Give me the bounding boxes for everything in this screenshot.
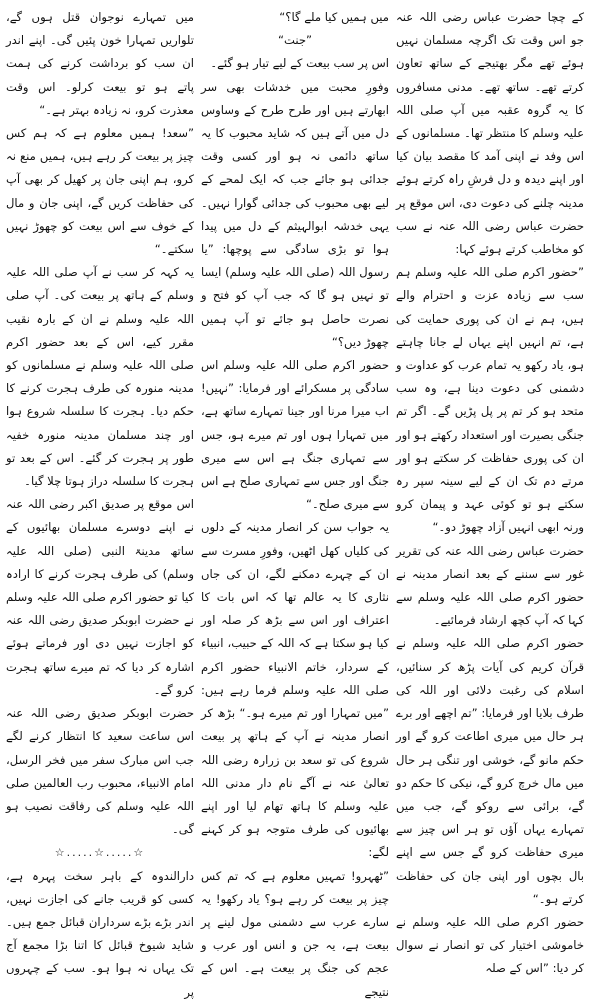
paragraph: حضور اکرم صلی اللہ علیہ وسلم نے قرآن کریم کی آیات پڑھ کر سنائیں، اسلام کی رغبت دلائی اور اللہ کی طرف بلایا اور فرمایا: ”تم اچھے اور برے ہر حال میں میری اطاعت کرو گے اور حکم مانو گے، خوشی اور تنگی ہر حال میں مال خرچ کرو گے، نیکی کا حکم دو گے، برائی سے روکو گے، جب میں تمہارے یہاں آؤں تو ہر اس چیز سے میری حفاظت کرو گے جس سے اپنے بال بچوں اور اپنی جان کی حفاظت کرتے ہو۔“ bbox=[396, 636, 584, 906]
text-column-middle bbox=[201, 6, 389, 999]
paragraph: دارالندوہ کے باہر سخت پہرہ ہے، کسی کو قریب جانے کی اجازت نہیں، اندر بڑے بڑے سرداران قبائل جمع ہیں۔ شاید شیوخ قبائل کا اتنا بڑا مجمع آج تک یہاں نہ ہوا ہو۔ سب کے چہروں پر bbox=[6, 868, 194, 999]
paragraph: ”سعد! ہمیں معلوم ہے کہ ہم کس چیز پر بیعت کر رہے ہیں، ہمیں منع نہ کرو، ہم اپنی جان پر کھیل کر بھی آپ کی حفاظت کریں گے، اپنی جان و مال کے خوف سے اس بیعت کو چھوڑ نہیں سکتے۔“ bbox=[6, 126, 194, 257]
paragraph: یہ جواب سن کر انصار مدینہ کے دلوں کی کلیاں کھل اٹھیں، وفورِ مسرت سے ان کے چہرے دمکنے لگے، ان کی جاں نثاری کا یہ عالم تھا کہ اس بات کا اعتراف اور اس سے بڑھ کر صلہ اور کیا ہو سکتا ہے کہ اللہ کے حبیب، انبیاء کے سردار، خاتم الانبیاء حضور اکرم صلی اللہ علیہ وسلم فرما رہے ہیں: ”میں تمہارا اور تم میرے ہو۔“ بڑھ کر انصار مدینہ نے آپ کے ہاتھ پر بیعت شروع کی تو سعد بن زرارہ رضی اللہ تعالیٰ عنہ نے آگے نام دار مدنی اللہ علیہ وسلم کا ہاتھ تھام لیا اور اپنے بھائیوں کی طرف متوجہ ہو کر کہنے لگے: bbox=[201, 520, 389, 860]
paragraph: حضرت ابوبکر صدیق رضی اللہ عنہ اس ساعت سعید کا انتظار کرنے لگے جب اس مبارک سفر میں فخر الرسل، امام الانبیاء، محبوب رب العالمین صلی اللہ علیہ وسلم کی رفاقت نصیب ہو گی۔ bbox=[6, 706, 194, 837]
section-divider: ☆.....☆.....☆ bbox=[54, 846, 146, 860]
text-column-right bbox=[396, 6, 584, 976]
paragraph: میں تمہارے نوجوان قتل ہوں گے، تلواریں تمہارا خون پئیں گی۔ اپنے اندر ان سب کو برداشت کرنے کی ہمت پاتے ہو تو بیعت کرلو۔ اس وقت معذرت کرو، نہ زیادہ بہتر ہے۔“ bbox=[6, 10, 194, 117]
paragraph: میں ہمیں کیا ملے گا؟“ bbox=[279, 10, 389, 24]
paragraph: وفورِ محبت میں خدشات بھی سر ابھارتے ہیں اور طرح طرح کے وساوس دل میں آتے ہیں کہ شاید محبوب کا یہ ساتھ دائمی نہ ہو اور کسی وقت جدائی ہو جائے جب کہ ایک لمحے کے لیے بھی محبوب کی جدائی گوارا نہیں۔ یہی خدشہ ابوالہیثم کے دل میں پیدا ہوا تو بڑی سادگی سے پوچھا: ”یا رسول اللہ (صلی اللہ علیہ وسلم) ایسا تو نہیں ہو گا کہ جب آپ کو فتح و نصرت حاصل ہو جائے تو آپ ہمیں چھوڑ دیں؟“ bbox=[201, 79, 389, 349]
paragraph: اس پر سب بیعت کے لیے تیار ہو گئے۔ bbox=[210, 56, 389, 71]
paragraph: حضور اکرم صلی اللہ علیہ وسلم نے خاموشی اختیار کی تو انصار نے سوال کر دیا: ”اس کے صلہ bbox=[396, 914, 584, 976]
paragraph: حضور اکرم صلی اللہ علیہ وسلم اس سادگی پر مسکرائے اور فرمایا: ”نہیں! اب میرا مرنا اور جینا تمہارے ساتھ ہے، میں تمہارا ہوں اور تم میرے ہو، جس سے تمہاری جنگ ہے اس سے میری جنگ اور جس سے تمہاری صلح ہے اس سے میری صلح۔“ bbox=[201, 358, 389, 512]
paragraph: ”حضور اکرم صلی اللہ علیہ وسلم ہم سب سے زیادہ عزت و احترام والے ہیں، ہم نے ان کی پوری حمایت کی ہے، تم انہیں اپنے یہاں لے جانا چاہتے ہو، یاد رکھو یہ تمام عرب کو عداوت و دشمنی کی دعوت دینا ہے، وہ سب متحد ہو کر تم پر پل پڑیں گے۔ اگر تم جنگی بصیرت اور استعداد رکھتے ہو اور ان کی پوری حفاظت کر سکتے ہو اور مرتے دم تک ان کے لیے سینہ سپر رہ سکتے ہو تو کوئی عہد و پیمان کرو ورنہ ابھی انہیں آزاد چھوڑ دو۔“ bbox=[396, 265, 584, 535]
paragraph: حضرت عباس رضی اللہ عنہ کی تقریر غور سے سننے کے بعد انصار مدینہ نے حضور اکرم صلی اللہ علیہ وسلم سے کہا کہ آپ کچھ ارشاد فرمائیے۔ bbox=[396, 543, 584, 628]
paragraph: اس موقع پر صدیق اکبر رضی اللہ عنہ نے اپنے دوسرے مسلمان بھائیوں کے ساتھ مدینۃ النبی (صلی اللہ علیہ وسلم) کی طرف ہجرت کرنے کا ارادہ کیا تو حضور اکرم صلی اللہ علیہ وسلم نے حضرت ابوبکر صدیق رضی اللہ عنہ کو اجازت نہیں دی اور فرماتے ہوئے اشارہ کر دیا کہ تم میرے ساتھ ہجرت کرو گے۔ bbox=[6, 497, 194, 697]
paragraph: ”ٹھہرو! تمہیں معلوم ہے کہ تم کس چیز پر بیعت کر رہے ہو؟ یاد رکھو! یہ سارے عرب سے دشمنی مول لینے پر بیعت ہے، یہ جن و انس اور عرب و عجم کی جنگ پر بیعت ہے۔ اس کے نتیجے bbox=[201, 868, 389, 999]
text-column-left bbox=[6, 6, 194, 999]
paragraph: یہ کہہ کر سب نے آپ صلی اللہ علیہ وسلم کے ہاتھ پر بیعت کی۔ آپ صلی اللہ علیہ وسلم نے ان کے بارہ نقیب مقرر کیے، اس کے بعد حضور اکرم صلی اللہ علیہ وسلم نے مسلمانوں کو مدینہ منورہ کی طرف ہجرت کرنے کا حکم دیا۔ ہجرت کا سلسلہ شروع ہوا اور چند مسلمان مدینہ منورہ خفیہ طور پر ہجرت کر گئے۔ اس کے بعد تو ہجرت کا سلسلہ دراز ہوتا چلا گیا۔ bbox=[6, 265, 194, 489]
paragraph: کے چچا حضرت عباس رضی اللہ عنہ جو اس وقت تک اگرچہ مسلمان نہیں ہوئے تھے مگر بھتیجے کے ساتھ تعاون کرتے تھے۔ ساتھ تھے۔ مدنی مسافروں کا یہ گروہ عقبہ میں آپ صلی اللہ علیہ وسلم کا منتظر تھا۔ مسلمانوں کے اس وفد نے اپنی آمد کا مقصد بیان کیا اور اپنے دیدہ و دل فرشِ راہ کرتے ہوئے مدینہ چلنے کی دعوت دی، اس موقع پر حضرت عباس رضی اللہ عنہ نے سب کو مخاطب کرتے ہوئے کہا: bbox=[396, 10, 584, 257]
paragraph-answer: ”جنت“ bbox=[277, 33, 313, 48]
